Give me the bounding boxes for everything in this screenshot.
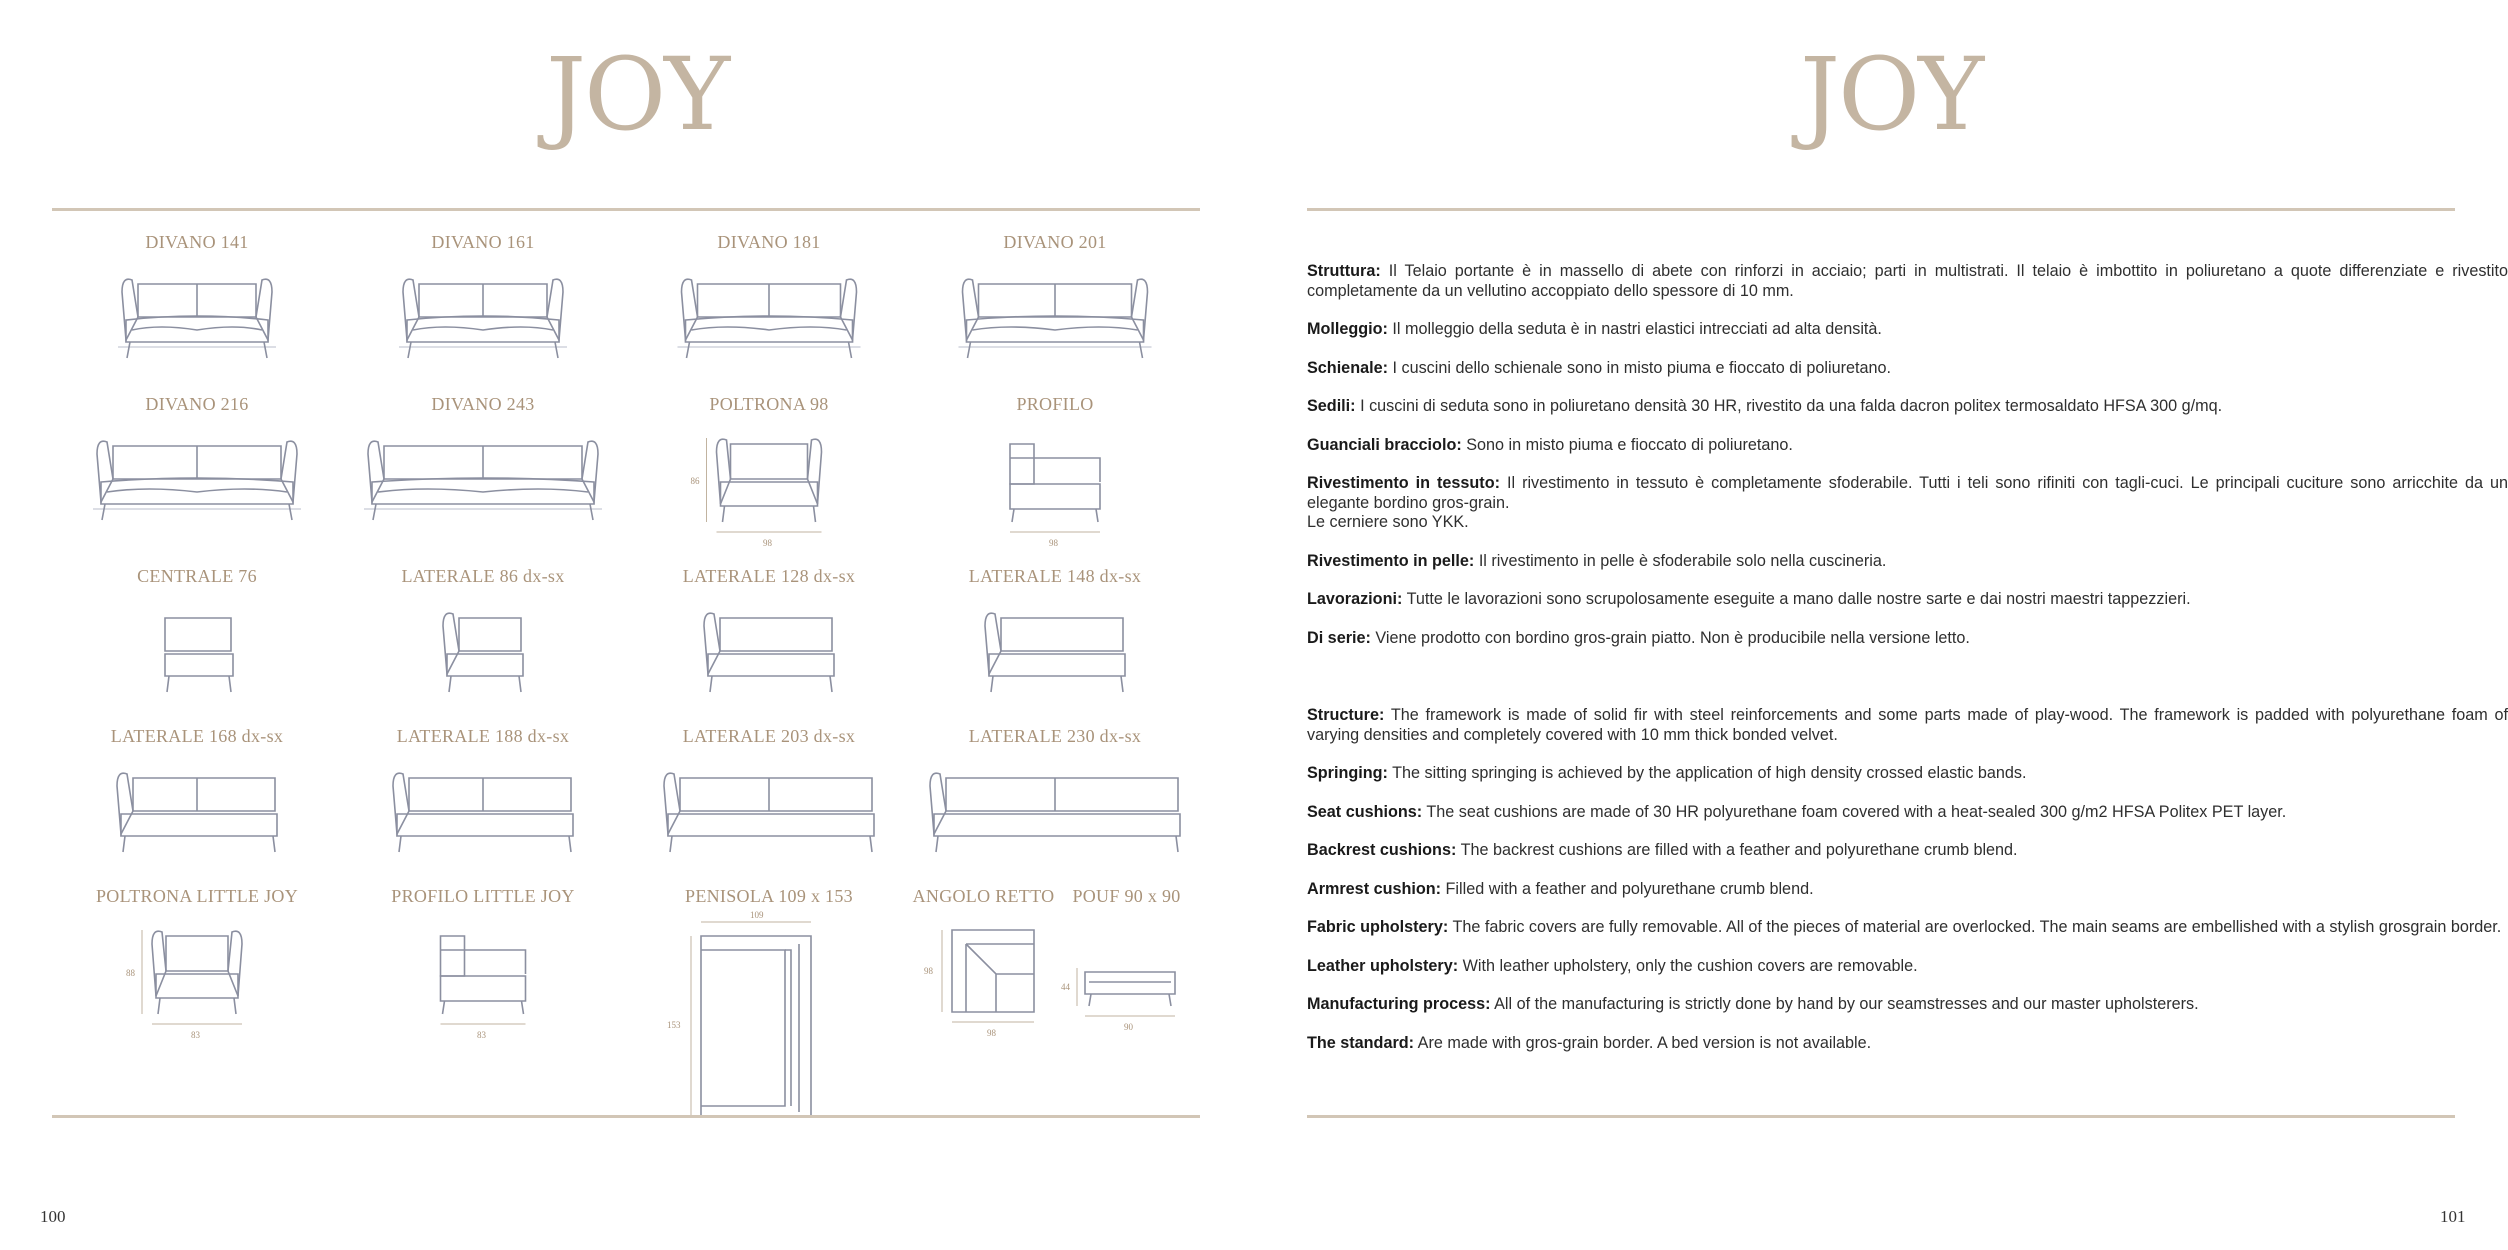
spec-paragraph: [1307, 880, 2508, 900]
spec-text: Il molleggio della seduta è in nastri elastici intrecciati ad alta densità.: [1392, 320, 1882, 338]
top-divider: [52, 208, 1200, 211]
spec-paragraph: [1307, 803, 2508, 823]
spec-text: All of the manufacturing is strictly done by hand by our seamstresses and our master upholsterers.: [1494, 995, 2199, 1013]
model-label: LATERALE 86 dx-sx: [401, 566, 565, 586]
dimension-label: 98: [763, 538, 772, 548]
dimension-label: 90: [1124, 1022, 1133, 1032]
dimension-label: 109: [750, 910, 764, 920]
model-label: LATERALE 230 dx-sx: [968, 726, 1142, 746]
spec-text: Il rivestimento in tessuto è completamente sfoderabile. Tutti i teli sono rifiniti con tagli-cuci. Le principali cuciture sono arricchite da un elegante bordino gros-grain.: [1307, 474, 2508, 512]
spec-text: Tutte le lavorazioni sono scrupolosamente eseguite a mano dalle nostre sarte e dai nostri maestri tappezzieri.: [1406, 590, 2191, 608]
page-number: 101: [2440, 1207, 2466, 1226]
model-label: PROFILO: [1016, 394, 1094, 414]
model-label: DIVANO 181: [717, 232, 821, 252]
spec-paragraph: [1307, 918, 2508, 938]
spec-paragraph: [1307, 397, 2508, 417]
model-label: LATERALE 168 dx-sx: [110, 726, 284, 746]
model-item: [626, 394, 912, 564]
spec-text: The seat cushions are made of 30 HR polyurethane foam covered with a heat-sealed 300 g/m2 HFSA Politex PET layer.: [1426, 802, 2287, 821]
spec-text: Filled with a feather and polyurethane crumb blend.: [1445, 879, 1814, 898]
page-title: JOY: [546, 36, 729, 153]
catalog-page-right: [1250, 0, 2508, 1250]
page-title: JOY: [1800, 36, 1983, 153]
spec-paragraph: [1307, 629, 2508, 649]
model-label: CENTRALE 76: [137, 566, 257, 586]
dimension-label: 98: [987, 1028, 996, 1038]
model-item: [54, 726, 340, 896]
model-item: [340, 394, 626, 564]
spec-paragraph: [1307, 590, 2508, 610]
spec-heading: Seat cushions:: [1307, 802, 1423, 821]
model-label: LATERALE 148 dx-sx: [968, 566, 1142, 586]
dimension-label: 98: [1049, 538, 1058, 548]
spec-text: The sitting springing is achieved by the application of high density crossed elastic bands.: [1392, 764, 2027, 782]
spec-heading: Struttura:: [1307, 262, 1381, 280]
specifications: [1307, 262, 2508, 1072]
model-item: [626, 566, 912, 736]
model-item: [912, 726, 1198, 896]
model-label: DIVANO 243: [431, 394, 535, 414]
model-label: POUF 90 x 90: [1072, 886, 1181, 906]
spec-heading: Structure:: [1307, 706, 1385, 724]
spec-text: Are made with gros-grain border. A bed version is not available.: [1417, 1033, 1872, 1052]
spec-heading: Manufacturing process:: [1307, 995, 1491, 1013]
top-divider: [1307, 208, 2455, 211]
spec-heading: Schienale:: [1307, 358, 1388, 377]
spec-paragraph: [1307, 262, 2508, 301]
model-item: [912, 232, 1198, 402]
dimension-label: 98: [924, 966, 933, 976]
spec-paragraph: [1307, 552, 2508, 572]
spec-paragraph: [1307, 320, 2508, 340]
bottom-divider: [1307, 1115, 2455, 1118]
dimension-label: 153: [667, 1020, 681, 1030]
model-label: PROFILO LITTLE JOY: [391, 886, 575, 906]
model-label: LATERALE 203 dx-sx: [682, 726, 856, 746]
model-item: [340, 726, 626, 896]
model-item: [626, 886, 912, 1056]
model-item: [626, 232, 912, 402]
spec-extra-line: Le cerniere sono YKK.: [1307, 513, 1469, 531]
dimension-label: 83: [477, 1030, 486, 1040]
model-label: POLTRONA LITTLE JOY: [95, 886, 299, 906]
spec-paragraph: [1307, 436, 2508, 456]
spec-paragraph: [1307, 841, 2508, 861]
model-item: [912, 886, 1055, 1056]
spec-text: With leather upholstery, only the cushion covers are removable.: [1462, 956, 1918, 975]
spec-paragraph: [1307, 957, 2508, 977]
spec-text: The backrest cushions are filled with a feather and polyurethane crumb blend.: [1460, 841, 2018, 859]
model-item: [54, 394, 340, 564]
spec-text: I cuscini di seduta sono in poliuretano densità 30 HR, rivestito da una falda dacron politex termosaldato HFSA 300 g/mq.: [1360, 397, 2223, 415]
model-label: LATERALE 188 dx-sx: [396, 726, 570, 746]
spec-heading: Backrest cushions:: [1307, 841, 1457, 859]
spec-heading: Fabric upholstery:: [1307, 918, 1449, 936]
model-label: PENISOLA 109 x 153: [685, 886, 853, 906]
model-label: POLTRONA 98: [709, 394, 829, 414]
model-label: DIVANO 201: [1003, 232, 1107, 252]
spec-heading: Guanciali bracciolo:: [1307, 435, 1462, 454]
model-label: DIVANO 161: [431, 232, 535, 252]
spec-heading: Lavorazioni:: [1307, 590, 1403, 608]
spec-paragraph: [1307, 995, 2508, 1015]
spec-heading: Molleggio:: [1307, 320, 1388, 338]
spec-text: Il rivestimento in pelle è sfoderabile solo nella cuscineria.: [1478, 551, 1887, 570]
spec-text: Sono in misto piuma e fioccato di poliuretano.: [1466, 435, 1793, 454]
spec-heading: Armrest cushion:: [1307, 879, 1442, 898]
dimension-label: 44: [1061, 982, 1070, 992]
spec-paragraph: [1307, 359, 2508, 379]
language-spacer: [1307, 667, 2508, 706]
model-item: [626, 726, 912, 896]
spec-text: I cuscini dello schienale sono in misto piuma e fioccato di poliuretano.: [1392, 358, 1891, 377]
model-label: DIVANO 141: [145, 232, 249, 252]
dimension-label: 83: [191, 1030, 200, 1040]
model-item: [340, 232, 626, 402]
model-item: [912, 394, 1198, 564]
dimension-label: 88: [126, 968, 135, 978]
model-item: [340, 566, 626, 736]
spec-text: The fabric covers are fully removable. All of the pieces of material are overlocked. The main seams are embellished with a stylish grosgrain border.: [1452, 918, 2502, 936]
model-item: [1055, 886, 1198, 1056]
catalog-page-left: [0, 0, 1250, 1250]
model-label: ANGOLO RETTO: [912, 886, 1055, 906]
spec-text: The framework is made of solid fir with steel reinforcements and some parts made of play-wood. The framework is padded with polyurethane foam of varying densities and completely covered with 10 mm thick bonded velvet.: [1307, 706, 2508, 744]
dimension-label: 86: [690, 476, 700, 486]
spec-heading: Sedili:: [1307, 397, 1356, 415]
spec-heading: Di serie:: [1307, 628, 1371, 647]
model-item: [340, 886, 626, 1056]
spec-heading: Springing:: [1307, 764, 1388, 782]
page-number: 100: [40, 1207, 66, 1226]
model-item: [912, 566, 1198, 736]
spec-text: Viene prodotto con bordino gros-grain piatto. Non è producibile nella versione letto.: [1375, 628, 1970, 647]
spec-heading: Leather upholstery:: [1307, 956, 1459, 975]
spec-heading: Rivestimento in pelle:: [1307, 551, 1475, 570]
spec-paragraph: [1307, 706, 2508, 745]
model-item: [54, 566, 340, 736]
spec-heading: Rivestimento in tessuto:: [1307, 474, 1500, 492]
spec-paragraph: [1307, 764, 2508, 784]
model-label: DIVANO 216: [145, 394, 249, 414]
model-item: [54, 232, 340, 402]
spec-paragraph: [1307, 474, 2508, 533]
spec-heading: The standard:: [1307, 1033, 1415, 1052]
spec-paragraph: [1307, 1034, 2508, 1054]
model-label: LATERALE 128 dx-sx: [682, 566, 856, 586]
spec-text: Il Telaio portante è in massello di abete con rinforzi in acciaio; parti in multistrati. Il telaio è imbottito in poliuretano a quote differenziate e rivestito completamente da un vellutino accoppiato dello spessore di 10 mm.: [1307, 262, 2508, 300]
bottom-divider: [52, 1115, 1200, 1118]
model-item: [54, 886, 340, 1056]
